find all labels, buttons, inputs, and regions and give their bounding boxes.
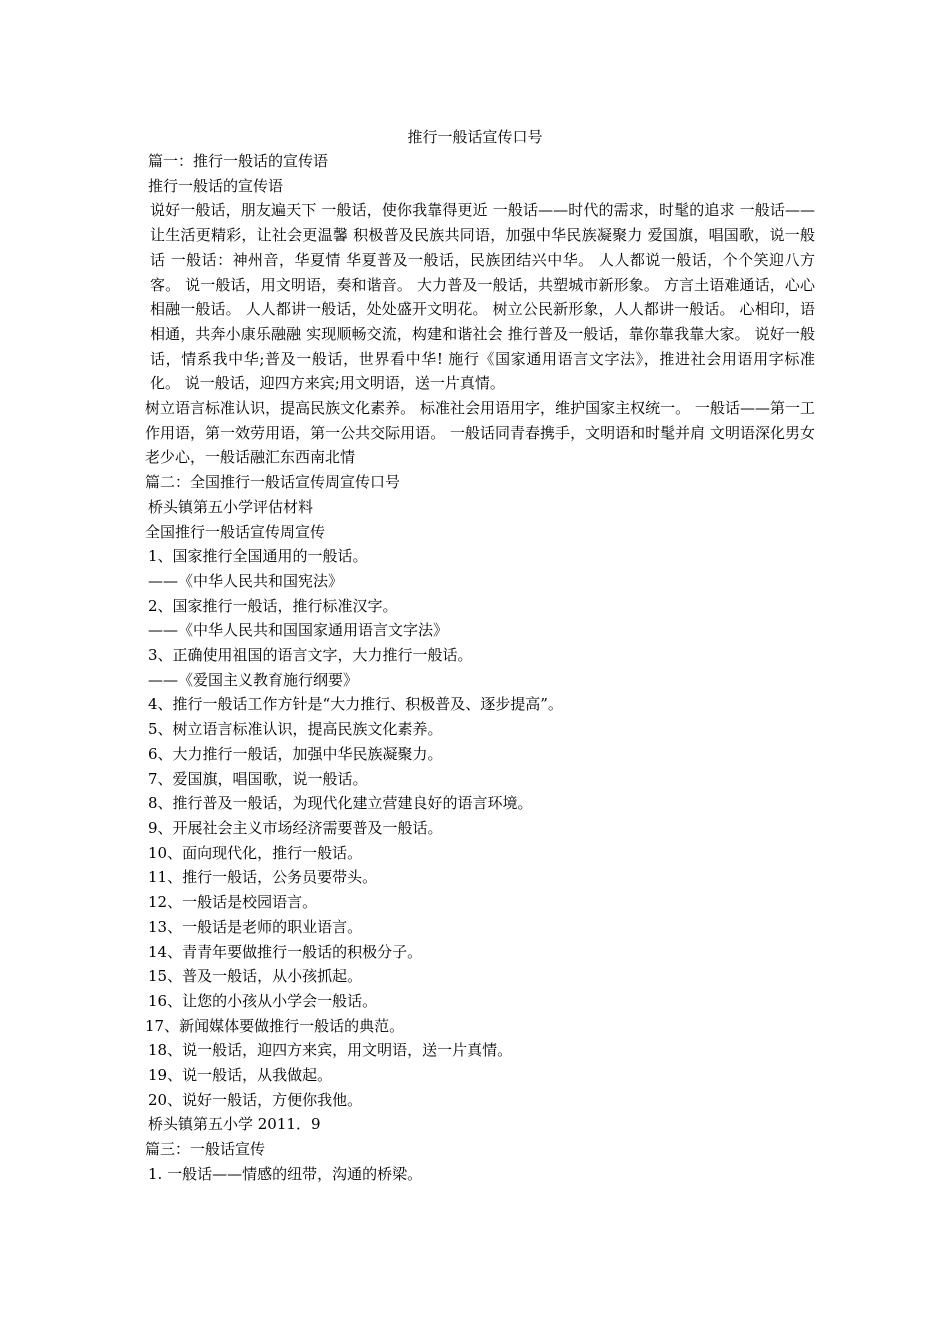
- list-item: 1、国家推行全国通用的一般话。: [148, 547, 368, 566]
- section-1-paragraph-2: 树立语言标准认识，提高民族文化素养。 标准社会用语用字，维护国家主权统一。 一般话——第一工作用语，第一效劳用语，第一公共交际用语。 一般话同青春携手，文明语和时髦并肩 文明语深化男女老少心，一般话融汇东西南北情: [145, 399, 815, 467]
- list-item: 10、面向现代化，推行一般话。: [148, 843, 363, 862]
- list-item: 3、正确使用祖国的语言文字，大力推行一般话。: [148, 646, 473, 665]
- list-item: 14、青青年要做推行一般话的积极分子。: [148, 942, 423, 961]
- document-title: 推行一般话宣传口号: [407, 128, 543, 146]
- list-item: 18、说一般话，迎四方来宾，用文明语，送一片真情。: [148, 1041, 513, 1060]
- list-item: 5、树立语言标准认识，提高民族文化素养。: [148, 720, 443, 739]
- section-3-heading: 篇三：一般话宣传: [145, 1140, 266, 1159]
- list-item: 9、开展社会主义市场经济需要普及一般话。: [148, 818, 443, 837]
- section-1-paragraph-1: 说好一般话，朋友遍天下 一般话，使你我靠得更近 一般话——时代的需求，时髦的追求 一般话——让生活更精彩，让社会更温馨 积极普及民族共同语，加强中华民族凝聚力 爱国旗，唱国歌，说一般话 一般话：神州音，华夏情 华夏普及一般话，民族团结兴中华。 人人都说一般话，个个笑迎八方客。 说一般话，用文明语，奏和谐音。 大力普及一般话，共塑城市新形象。 方言土语难通话，心心相融一般话。 人人都讲一般话，处处盛开文明花。 树立公民新形象，人人都讲一般话。 心相印，语相通，共奔小康乐融融 实现顺畅交流，构建和谐社会 推行普及一般话，靠你靠我靠大家。 说好一般话，情系我中华;普及一般话，世界看中华! 施行《国家通用语言文字法》，推进社会用语用字标准化。 说一般话，迎四方来宾;用文明语，送一片真情。: [150, 201, 815, 393]
- document-body: [145, 149, 815, 1187]
- section-1-subheading: 推行一般话的宣传语: [148, 176, 284, 195]
- list-item-source: ——《中华人民共和国国家通用语言文字法》: [148, 621, 449, 640]
- list-item: 12、一般话是校园语言。: [148, 893, 318, 912]
- list-item: 6、大力推行一般话，加强中华民族凝聚力。: [148, 744, 443, 763]
- list-item: 7、爱国旗，唱国歌，说一般话。: [148, 769, 368, 788]
- section-2-school: 桥头镇第五小学评估材料: [148, 497, 314, 516]
- list-item: 20、说好一般话，方便你我他。: [148, 1090, 363, 1109]
- list-item: 15、普及一般话，从小孩抓起。: [148, 967, 363, 986]
- list-item-source: ——《中华人民共和国宪法》: [148, 571, 344, 590]
- list-item: 8、推行普及一般话，为现代化建立营建良好的语言环境。: [148, 794, 533, 813]
- section-2-subtitle: 全国推行一般话宣传周宣传: [145, 522, 326, 541]
- section-1-heading: 篇一：推行一般话的宣传语: [148, 152, 329, 170]
- list-item-source: ——《爱国主义教育施行纲要》: [148, 670, 359, 689]
- list-item: 4、推行一般话工作方针是“大力推行、积极普及、逐步提高”。: [148, 695, 563, 714]
- section-2-footer: 桥头镇第五小学 2011．9: [148, 1115, 321, 1134]
- list-item: 13、一般话是老师的职业语言。: [148, 917, 363, 936]
- section-2-heading: 篇二：全国推行一般话宣传周宣传口号: [145, 473, 401, 492]
- list-item: 19、说一般话，从我做起。: [148, 1066, 333, 1085]
- list-item: 11、推行一般话，公务员要带头。: [148, 868, 378, 887]
- list-item: 2、国家推行一般话，推行标准汉字。: [148, 596, 398, 615]
- section-3-item: 1. 一般话——情感的纽带，沟通的桥梁。: [148, 1164, 423, 1183]
- list-item: 17、新闻媒体要做推行一般话的典范。: [145, 1016, 405, 1035]
- list-item: 16、让您的小孩从小学会一般话。: [148, 991, 378, 1010]
